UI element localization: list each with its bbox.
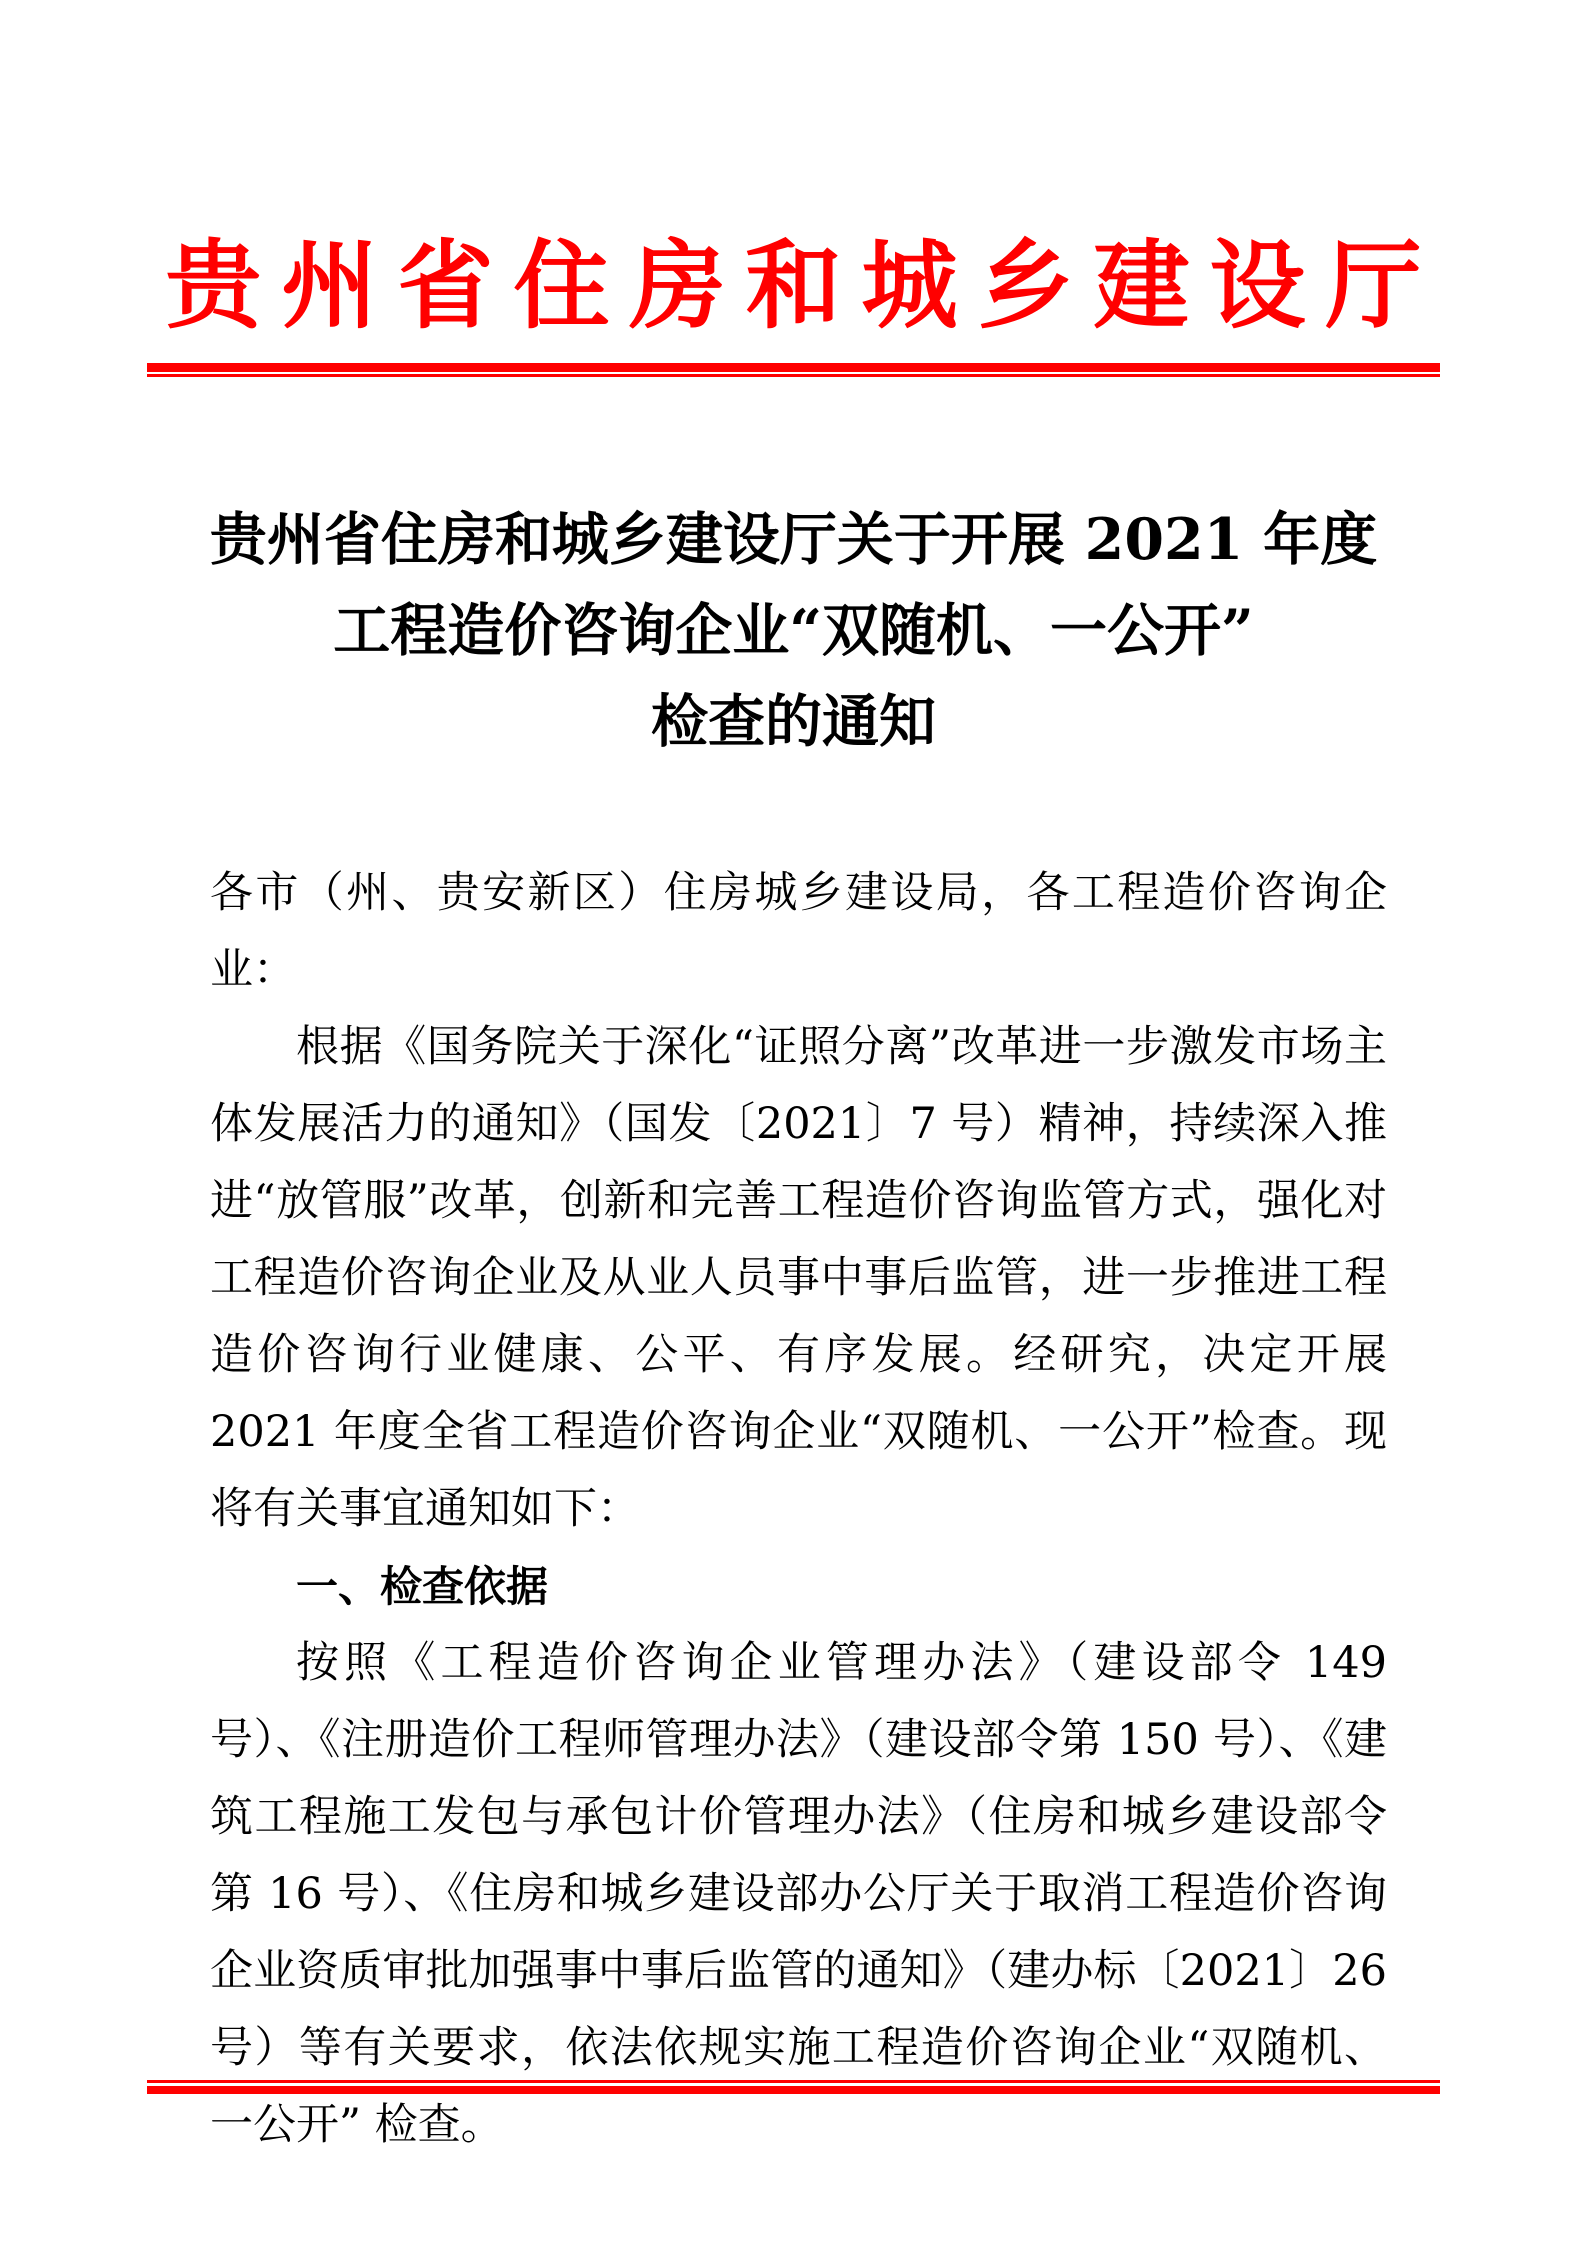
section-1-heading: 一、检查依据	[296, 1562, 549, 1611]
intro-paragraph: 根据《国务院关于深化“证照分离”改革进一步激发市场主体发展活力的通知》（国发〔2021〕7 号）精神，持续深入推进“放管服”改革，创新和完善工程造价咨询监管方式，强化对工程造价咨询企业及从业人员事中事后监管，进一步推进工程造价咨询行业健康、公平、有序发展。经研究，决定开展 2021 年度全省工程造价咨询企业“双随机、一公开”检查。现将有关事宜通知如下：	[210, 1022, 1387, 1534]
separator-thick-line	[147, 363, 1440, 372]
notice-title-line-1: 贵州省住房和城乡建设厅关于开展 2021 年度	[209, 506, 1378, 573]
footer-separator-rule	[147, 2080, 1440, 2094]
section-1-paragraph: 按照《工程造价咨询企业管理办法》（建设部令 149 号）、《注册造价工程师管理办法》（建设部令第 150 号）、《建筑工程施工发包与承包计价管理办法》（住房和城乡建设部令第 16 号）、《住房和城乡建设部办公厅关于取消工程造价咨询企业资质审批加强事中事后监管的通知》（建办标〔2021〕26 号）等有关要求，依法依规实施工程造价咨询企业“双随机、一公开” 检查。	[210, 1638, 1387, 2150]
letterhead-agency-name: 贵州省住房和城乡建设厅	[165, 229, 1442, 342]
notice-title	[206, 494, 1381, 767]
letterhead-separator-rule	[147, 363, 1440, 377]
salutation-line: 各市（州、贵安新区）住房城乡建设局，各工程造价咨询企业：	[210, 868, 1387, 995]
separator-thin-line	[147, 374, 1440, 377]
notice-title-line-3: 检查的通知	[651, 688, 936, 755]
document-body	[210, 855, 1387, 2164]
footer-thick-line	[147, 2086, 1440, 2094]
notice-title-line-2: 工程造价咨询企业“双随机、一公开”	[333, 597, 1254, 664]
